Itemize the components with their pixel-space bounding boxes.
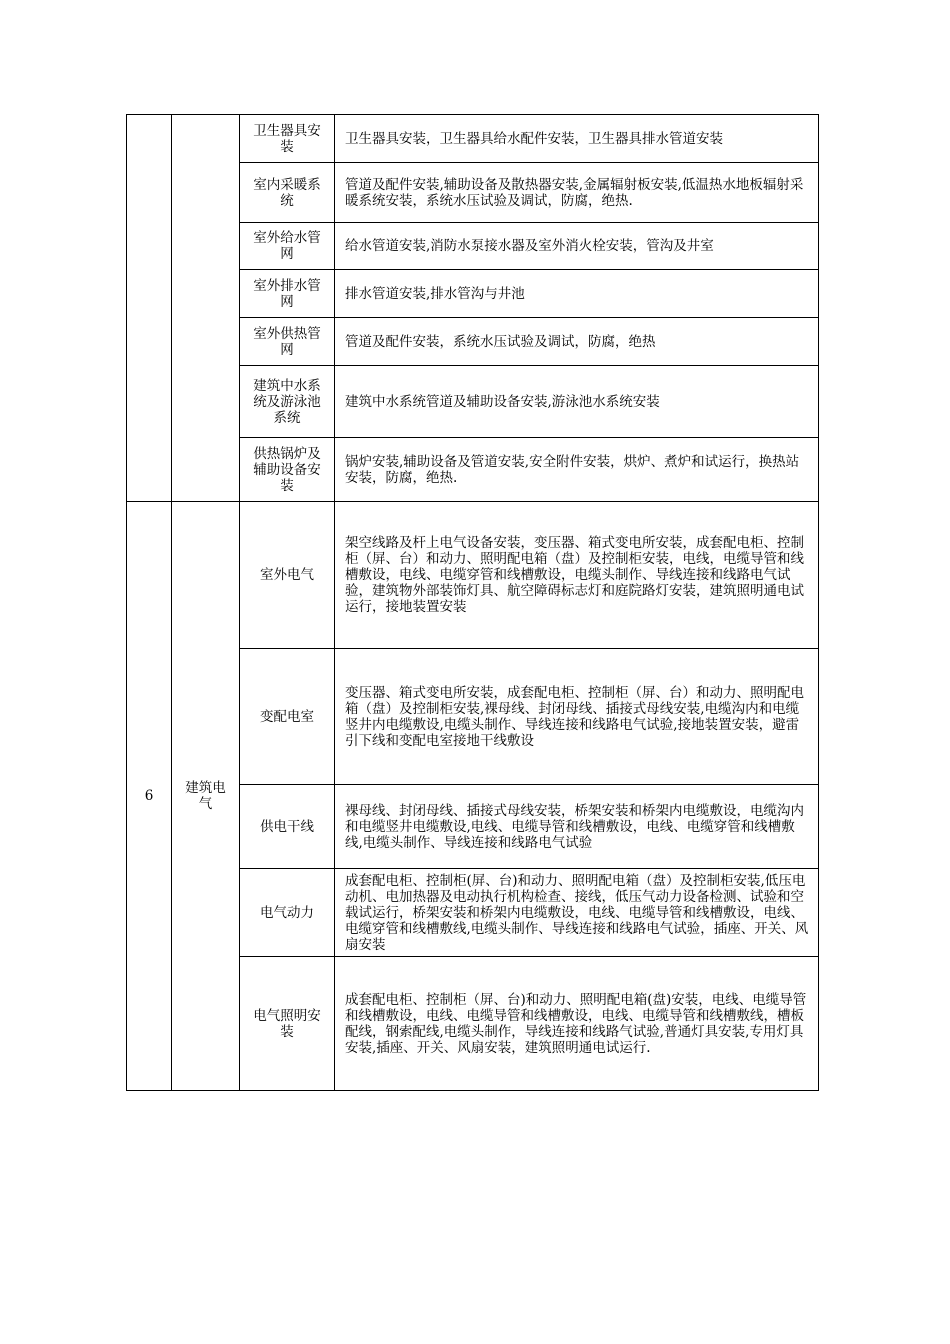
content-cell: 锅炉安装,辅助设备及管道安装,安全附件安装，烘炉、煮炉和试运行，换热站安装，防腐，绝热. [335, 438, 819, 502]
subitem-cell: 室外排水管网 [240, 270, 335, 318]
subitem-cell: 变配电室 [240, 649, 335, 785]
content-cell: 成套配电柜、控制柜（屏、台)和动力、照明配电箱(盘)安装，电线、电缆导管和线槽敷设，电线、电缆导管和线槽敷设，电线、电缆导管和线槽敷线，槽板配线，钢索配线,电缆头制作，导线连接和线路气试验,普通灯具安装,专用灯具安装,插座、开关、风扇安装，建筑照明通电试运行. [335, 957, 819, 1091]
subitem-cell: 室外给水管网 [240, 223, 335, 270]
content-cell: 排水管道安装,排水管沟与井池 [335, 270, 819, 318]
table-row [127, 115, 819, 163]
content-cell: 成套配电柜、控制柜(屏、台)和动力、照明配电箱（盘）及控制柜安装,低压电动机、电加热器及电动执行机构检查、接线，低压气动力设备检测、试验和空载试运行，桥架安装和桥架内电缆敷设，电线、电缆导管和线槽敷设，电线、电缆穿管和线槽敷线,电缆头制作、导线连接和线路电气试验，插座、开关、风扇安装 [335, 869, 819, 957]
subitem-cell: 供热锅炉及辅助设备安装 [240, 438, 335, 502]
content-cell: 管道及配件安装，系统水压试验及调试，防腐，绝热 [335, 318, 819, 366]
subitem-cell: 供电干线 [240, 785, 335, 869]
number-cell-continued [127, 115, 172, 502]
table-row [127, 502, 819, 649]
subitem-cell: 电气照明安装 [240, 957, 335, 1091]
content-cell: 建筑中水系统管道及辅助设备安装,游泳池水系统安装 [335, 366, 819, 438]
subitem-cell: 卫生器具安装 [240, 115, 335, 163]
content-cell: 管道及配件安装,辅助设备及散热器安装,金属辐射板安装,低温热水地板辐射采暖系统安装，系统水压试验及调试，防腐，绝热. [335, 163, 819, 223]
subitem-cell: 建筑中水系统及游泳池系统 [240, 366, 335, 438]
subitem-cell: 室外电气 [240, 502, 335, 649]
content-cell: 架空线路及杆上电气设备安装，变压器、箱式变电所安装，成套配电柜、控制柜（屏、台）和动力、照明配电箱（盘）及控制柜安装，电线，电缆导管和线槽敷设，电线、电缆穿管和线槽敷设，电缆头制作、导线连接和线路电气试验，建筑物外部装饰灯具、航空障碍标志灯和庭院路灯安装，建筑照明通电试运行，接地装置安装 [335, 502, 819, 649]
content-cell: 卫生器具安装，卫生器具给水配件安装，卫生器具排水管道安装 [335, 115, 819, 163]
content-cell: 裸母线、封闭母线、插接式母线安装，桥架安装和桥架内电缆敷设，电缆沟内和电缆竖井电缆敷设,电线、电缆导管和线槽敷设，电线、电缆穿管和线槽敷线,电缆头制作、导线连接和线路电气试验 [335, 785, 819, 869]
subitem-cell: 室外供热管网 [240, 318, 335, 366]
content-cell: 给水管道安装,消防水泵接水器及室外消火栓安装，管沟及井室 [335, 223, 819, 270]
item-number: 6 [127, 502, 172, 1091]
specification-table [126, 114, 819, 1091]
content-cell: 变压器、箱式变电所安装，成套配电柜、控制柜（屏、台）和动力、照明配电箱（盘）及控制柜安装,裸母线、封闭母线、插接式母线安装,电缆沟内和电缆竖井内电缆敷设,电缆头制作、导线连接和线路电气试验,接地装置安装，避雷引下线和变配电室接地干线敷设 [335, 649, 819, 785]
category-name: 建筑电气 [172, 502, 240, 1091]
subitem-cell: 室内采暖系统 [240, 163, 335, 223]
subitem-cell: 电气动力 [240, 869, 335, 957]
category-cell-continued [172, 115, 240, 502]
